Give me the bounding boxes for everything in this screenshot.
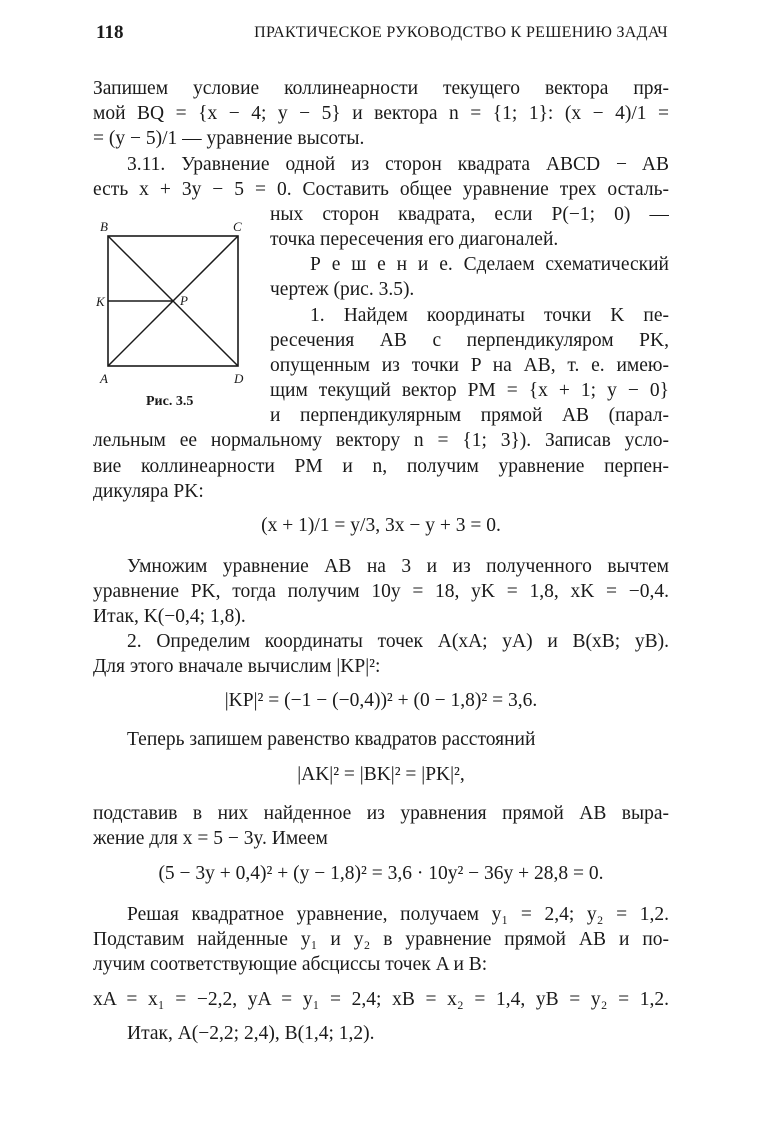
text-line: 2. Определим координаты точек A(xA; yA) и B(xB; yB). (127, 631, 669, 652)
text-line: Теперь запишем равенство квадратов расстояний (127, 729, 536, 750)
page-number: 118 (96, 22, 124, 43)
label-a: A (100, 371, 108, 386)
text-line: = (y − 5)/1 — уравнение высоты. (93, 128, 365, 149)
text-line: Итак, A(−2,2; 2,4), B(1,4; 1,2). (127, 1023, 375, 1044)
text-line: уравнение PK, тогда получим 10y = 18, yK = 1,8, xK = −0,4. (93, 581, 669, 602)
label-b: B (100, 219, 108, 234)
equation-line: xA = x₁ = −2,2, yA = y₁ = 2,4; xB = x₂ = 1,4, yB = y₂ = 1,2. (93, 989, 669, 1010)
text-line: мой BQ = {x − 4; y − 5} и вектора n = {1; 1}: (x − 4)/1 = (93, 103, 669, 124)
text-line: и перпендикулярным прямой AB (парал- (270, 405, 669, 426)
figure-caption: Рис. 3.5 (146, 394, 194, 409)
text-line: 1. Найдем координаты точки K пе- (310, 305, 669, 326)
running-title: ПРАКТИЧЕСКОЕ РУКОВОДСТВО К РЕШЕНИЮ ЗАДАЧ (254, 24, 668, 41)
text-line: Решая квадратное уравнение, получаем y₁ = 2,4; y₂ = 1,2. (127, 904, 669, 925)
label-k: K (96, 294, 105, 309)
label-p: P (180, 293, 188, 308)
text-line: дикуляра PK: (93, 481, 204, 502)
text-line: вие коллинеарности PM и n, получим уравнение перпен- (93, 456, 669, 477)
label-c: C (233, 219, 242, 234)
solution-line: Р е ш е н и е. Сделаем схематический (310, 254, 669, 275)
text-line: лучим соответствующие абсциссы точек A и B: (93, 954, 488, 975)
text-line: ресечения AB с перпендикуляром PK, (270, 330, 669, 351)
running-header (96, 22, 668, 46)
text-line: Для этого вначале вычислим |KP|²: (93, 656, 381, 677)
text-line: Запишем условие коллинеарности текущего вектора пря- (93, 78, 669, 99)
text-line: точка пересечения его диагоналей. (270, 229, 559, 250)
equation-line: |KP|² = (−1 − (−0,4))² + (0 − 1,8)² = 3,6. (224, 690, 538, 711)
text-line: ных сторон квадрата, если P(−1; 0) — (270, 204, 669, 225)
square-diagram (96, 219, 258, 419)
label-d: D (234, 371, 244, 386)
equation-line: (5 − 3y + 0,4)² + (y − 1,8)² = 3,6 · 10y² − 36y + 28,8 = 0. (158, 863, 604, 884)
text-line: Итак, K(−0,4; 1,8). (93, 606, 246, 627)
text-line: Подставим найденные y₁ и y₂ в уравнение прямой AB и по- (93, 929, 669, 950)
text-line: опущенным из точки P на AB, т. е. имею- (270, 355, 669, 376)
text-line: есть x + 3y − 5 = 0. Составить общее уравнение трех осталь- (93, 179, 669, 200)
problem-line: 3.11. Уравнение одной из сторон квадрата ABCD − AB (127, 154, 669, 175)
text-line: подставив в них найденное из уравнения прямой AB выра- (93, 803, 669, 824)
square-figure (96, 219, 258, 419)
text-line: лельным ее нормальному вектору n = {1; 3}). Записав усло- (93, 430, 669, 451)
equation-line: (x + 1)/1 = y/3, 3x − y + 3 = 0. (261, 515, 501, 536)
text-line: жение для x = 5 − 3y. Имеем (93, 828, 328, 849)
text-line: щим текущий вектор PM = {x + 1; y − 0} (270, 380, 669, 401)
text-line: Умножим уравнение AB на 3 и из полученного вычтем (127, 556, 669, 577)
equation-line: |AK|² = |BK|² = |PK|², (297, 764, 465, 785)
text-line: чертеж (рис. 3.5). (270, 279, 415, 300)
